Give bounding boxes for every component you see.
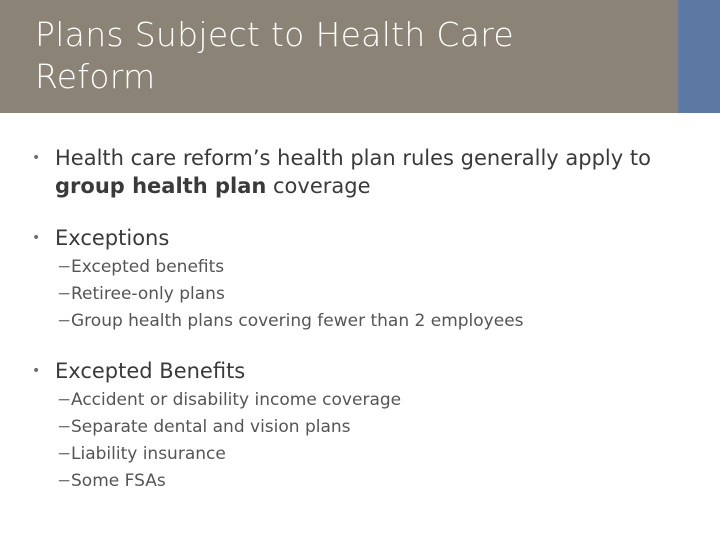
dash-marker: − <box>57 390 72 410</box>
sub-item <box>57 281 657 308</box>
bullet-text: Exceptions <box>55 226 170 250</box>
bullet-bold-term: group health plan <box>55 174 267 198</box>
dash-marker: − <box>57 257 72 277</box>
slide-title-line-1: Plans Subject to Health Care <box>35 15 515 54</box>
dash-marker: − <box>57 444 72 464</box>
bullet-dot: • <box>32 150 41 166</box>
sub-item <box>57 387 657 414</box>
bullet-text-before: Health care reform’s health plan rules generally apply to <box>55 146 651 170</box>
sub-item-text: Liability insurance <box>71 444 226 464</box>
bullet-text <box>55 144 655 200</box>
sub-item-text: Separate dental and vision plans <box>71 417 351 437</box>
dash-marker: − <box>57 284 72 304</box>
slide-title-line-2: Reform <box>35 57 156 96</box>
sub-item <box>57 468 657 495</box>
sub-item-text: Group health plans covering fewer than 2 employees <box>71 311 524 331</box>
bullet-dot: • <box>32 363 41 379</box>
sub-item-text: Retiree-only plans <box>71 284 225 304</box>
sub-item-text: Some FSAs <box>71 471 166 491</box>
dash-marker: − <box>57 311 72 331</box>
dash-marker: − <box>57 471 72 491</box>
dash-marker: − <box>57 417 72 437</box>
sub-item-text: Excepted benefits <box>71 257 225 277</box>
bullet-dot: • <box>32 230 41 246</box>
bullet-text-after: coverage <box>266 174 371 198</box>
sub-item <box>57 441 657 468</box>
sub-item <box>57 308 657 335</box>
sub-item <box>57 414 657 441</box>
sub-item <box>57 254 657 281</box>
bullet-text: Excepted Benefits <box>55 359 246 383</box>
sub-item-text: Accident or disability income coverage <box>71 390 402 410</box>
